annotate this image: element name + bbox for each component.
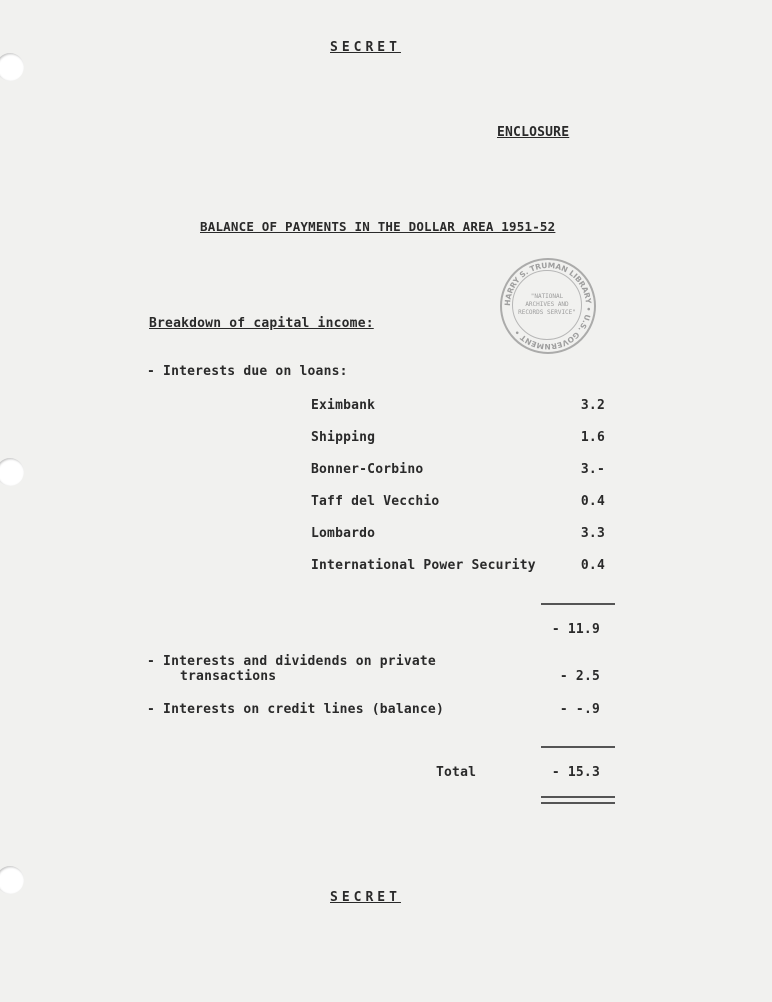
loan-value: 3.- xyxy=(580,462,605,477)
total-double-rule xyxy=(541,796,615,798)
classification-header: SECRET xyxy=(330,40,401,55)
loan-name: International Power Security xyxy=(311,558,536,573)
loan-value: 3.2 xyxy=(580,398,605,413)
total-double-rule xyxy=(541,802,615,804)
loan-name: Eximbank xyxy=(311,398,376,413)
private-transactions-label-cont: transactions xyxy=(180,669,277,684)
loans-label: - Interests due on loans: xyxy=(147,364,348,379)
loan-value: 0.4 xyxy=(580,558,605,573)
stamp-center-text: "NATIONAL ARCHIVES AND RECORDS SERVICE" xyxy=(518,293,576,316)
credit-lines-value: - -.9 xyxy=(559,702,600,717)
section-heading: Breakdown of capital income: xyxy=(149,316,374,331)
private-transactions-label: - Interests and dividends on private xyxy=(147,654,436,669)
private-transactions-value: - 2.5 xyxy=(559,669,600,684)
loan-value: 3.3 xyxy=(580,526,605,541)
loan-name: Lombardo xyxy=(311,526,376,541)
stamp-ring-label: HARRY S. TRUMAN LIBRARY • U.S. GOVERNMENT • xyxy=(502,260,594,352)
loan-name: Taff del Vecchio xyxy=(311,494,440,509)
loan-value: 0.4 xyxy=(580,494,605,509)
loan-name: Shipping xyxy=(311,430,376,445)
enclosure-label: ENCLOSURE xyxy=(497,125,570,140)
archive-stamp xyxy=(500,258,596,354)
stamp-center xyxy=(512,270,582,340)
total-rule xyxy=(541,746,615,748)
total-label: Total xyxy=(436,765,477,780)
loan-value: 1.6 xyxy=(580,430,605,445)
punch-hole xyxy=(0,458,24,486)
punch-hole xyxy=(0,53,24,81)
credit-lines-label: - Interests on credit lines (balance) xyxy=(147,702,444,717)
punch-hole xyxy=(0,866,24,894)
classification-footer: SECRET xyxy=(330,890,401,905)
total-value: - 15.3 xyxy=(551,765,600,780)
loan-name: Bonner-Corbino xyxy=(311,462,424,477)
document-title: BALANCE OF PAYMENTS IN THE DOLLAR AREA 1951-52 xyxy=(200,219,556,234)
subtotal-rule xyxy=(541,603,615,605)
loans-subtotal: - 11.9 xyxy=(551,622,600,637)
